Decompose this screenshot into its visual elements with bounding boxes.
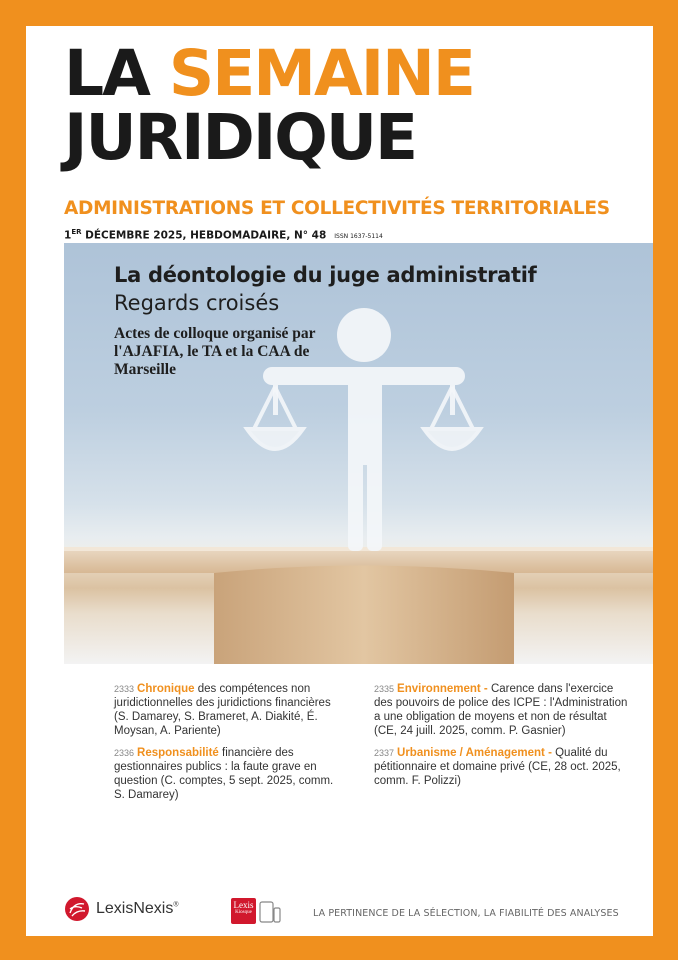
toc-item-number: 2336 <box>114 748 135 758</box>
issue-details: DÉCEMBRE 2025, HEBDOMADAIRE, N° 48 <box>81 229 327 242</box>
toc-item-text: Qualité du pétitionnaire et domaine privé (CE, 28 oct. 2025, comm. F. Polizzi) <box>374 747 621 787</box>
masthead-juridique: JURIDIQUE <box>64 101 417 174</box>
journal-subtitle: ADMINISTRATIONS ET COLLECTIVITÉS TERRITORIALES <box>64 198 610 219</box>
issue-day-suffix: ER <box>71 228 82 236</box>
badge-top-text: Lexis <box>233 900 254 910</box>
footer <box>26 892 653 932</box>
toc-item-text: des compétences non juridictionnelles des juridictions financières (S. Damarey, S. Brameret, A. Diakité, É. Moysan, A. Pariente) <box>114 683 331 737</box>
toc-item-category: Urbanisme / Aménagement - <box>397 747 552 759</box>
masthead-la: LA <box>64 37 149 110</box>
lexis-kiosque-badge[interactable] <box>231 898 256 924</box>
hero-title: La déontologie du juge administratif <box>114 263 537 287</box>
masthead-line-1 <box>64 37 624 110</box>
toc-item-category: Environnement - <box>397 683 488 695</box>
toc-item[interactable] <box>114 746 344 802</box>
toc-column-left <box>114 682 344 810</box>
masthead <box>64 37 624 174</box>
issn: ISSN 1637-5114 <box>334 232 383 240</box>
toc-item-category: Chronique <box>137 683 195 695</box>
toc-item-text: financière des gestionnaires publics : la faute grave en question (C. comptes, 5 sept. 2025, comm. S. Damarey) <box>114 747 334 801</box>
tagline: LA PERTINENCE DE LA SÉLECTION, LA FIABILITÉ DES ANALYSES <box>313 908 619 919</box>
publisher-name-text: LexisNexis <box>96 900 174 917</box>
toc-item[interactable] <box>374 746 629 788</box>
trademark-symbol: ® <box>173 901 179 909</box>
toc-item-category: Responsabilité <box>137 747 219 759</box>
toc-column-right <box>374 682 629 796</box>
masthead-semaine: SEMAINE <box>168 37 474 110</box>
lexisnexis-emblem-icon <box>64 896 90 922</box>
hero-image <box>64 243 653 664</box>
toc-item[interactable] <box>114 682 344 738</box>
issue-day: 1 <box>64 229 72 242</box>
badge-bottom-text: Kiosque <box>235 910 252 915</box>
devices-icon <box>259 900 281 924</box>
toc-item-text: Carence dans l'exercice des pouvoirs de police des ICPE : l'Administration a une obligation de moyens et non de résultat (CE, 24 juill. 2025, comm. P. Gasnier) <box>374 683 628 737</box>
toc-item-number: 2333 <box>114 684 135 694</box>
hero-description: Actes de colloque organisé par l'AJAFIA, le TA et la CAA de Marseille <box>114 325 316 378</box>
lexisnexis-logo[interactable] <box>64 896 179 922</box>
publisher-name <box>96 900 179 918</box>
toc-item-number: 2335 <box>374 684 395 694</box>
cover-page <box>26 26 653 936</box>
issue-line <box>64 228 383 242</box>
toc-item[interactable] <box>374 682 629 738</box>
hero-subtitle: Regards croisés <box>114 291 280 315</box>
toc-item-number: 2337 <box>374 748 395 758</box>
